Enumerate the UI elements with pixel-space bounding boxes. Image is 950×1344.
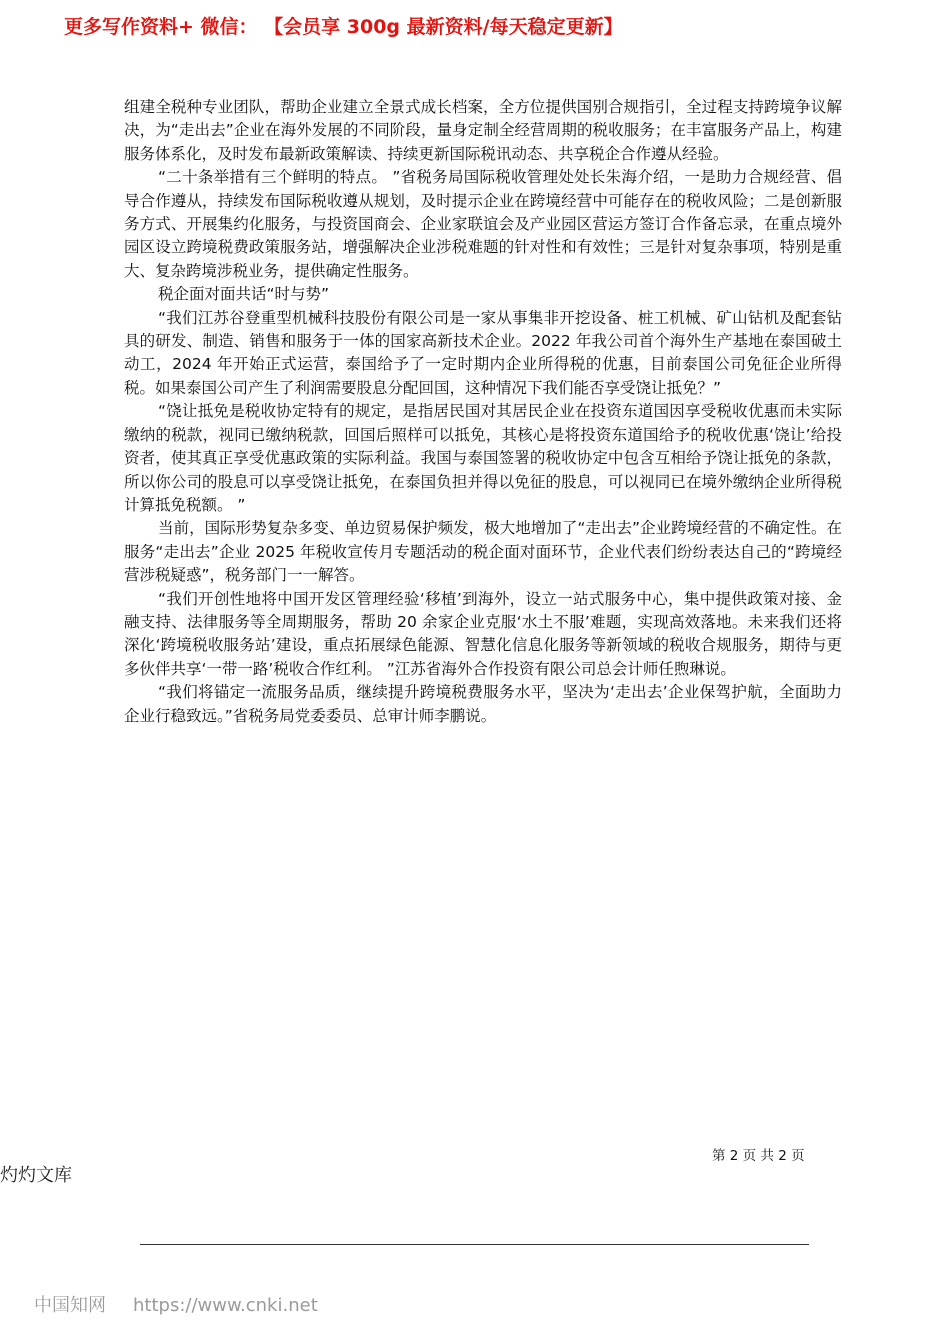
paragraph: “我们江苏谷登重型机械科技股份有限公司是一家从事集非开挖设备、桩工机械、矿山钻机及配套钻具的研发、制造、销售和服务于一体的国家高新技术企业。2022 年我公司首个海外生产基地在泰国破土动工，2024 年开始正式运营，泰国给予了一定时期内企业所得税的优惠，目前泰国公司免征企业所得税。如果泰国公司产生了利润需要股息分配回国，这种情况下我们能否享受饶让抵免？” xyxy=(124,308,842,397)
paragraph: “饶让抵免是税收协定特有的规定，是指居民国对其居民企业在投资东道国因享受税收优惠而未实际缴纳的税款，视同已缴纳税款，回国后照样可以抵免，其核心是将投资东道国给予的税收优惠‘饶让’给投资者，使其真正享受优惠政策的实际利益。我国与泰国签署的税收协定中包含互相给予饶让抵免的条款，所以你公司的股息可以享受饶让抵免，在泰国负担并得以免征的股息，可以视同已在境外缴纳企业所得税计算抵免税额。 ” xyxy=(124,402,842,514)
article-body xyxy=(124,96,842,728)
footer-brand: 中国知网 xyxy=(34,1295,106,1316)
paragraph: “我们开创性地将中国开发区管理经验‘移植’到海外，设立一站式服务中心，集中提供政策对接、金融支持、法律服务等全周期服务，帮助 20 余家企业克服‘水土不服’难题，实现高效落地。未来我们还将深化‘跨境税收服务站’建设，重点拓展绿色能源、智慧化信息化服务等新领域的税收合规服务，期待与更多伙伴共享‘一带一路’税收合作红利。 ”江苏省海外合作投资有限公司总会计师任煦琳说。 xyxy=(124,589,842,678)
section-heading: 税企面对面共话“时与势” xyxy=(158,285,330,304)
paragraph: “二十条举措有三个鲜明的特点。 ”省税务局国际税收管理处处长朱海介绍，一是助力合规经营、倡导合作遵从，持续发布国际税收遵从规划，及时提示企业在跨境经营中可能存在的税收风险；二是创新服务方式、开展集约化服务，与投资国商会、企业家联谊会及产业园区营运方签订合作备忘录，在重点境外园区设立跨境税费政策服务站，增强解决企业涉税难题的针对性和有效性；三是针对复杂事项，特别是重大、复杂跨境涉税业务，提供确定性服务。 xyxy=(124,168,842,280)
paragraph: 当前，国际形势复杂多变、单边贸易保护频发，极大地增加了“走出去”企业跨境经营的不确定性。在服务“走出去”企业 2025 年税收宣传月专题活动的税企面对面环节，企业代表们纷纷表达自己的“跨境经营涉税疑惑”，税务部门一一解答。 xyxy=(124,519,842,585)
footer-url-link[interactable]: https://www.cnki.net xyxy=(133,1295,318,1316)
paragraph: “我们将锚定一流服务品质，继续提升跨境税费服务水平，坚决为‘走出去’企业保驾护航，全面助力企业行稳致远。”省税务局党委委员、总审计师李鹏说。 xyxy=(124,683,842,725)
footer-divider xyxy=(140,1244,809,1245)
paragraph: 组建全税种专业团队，帮助企业建立全景式成长档案，全方位提供国别合规指引，全过程支持跨境争议解决，为“走出去”企业在海外发展的不同阶段，量身定制全经营周期的税收服务；在丰富服务产品上，构建服务体系化，及时发布最新政策解读、持续更新国际税讯动态、共享税企合作遵从经验。 xyxy=(124,98,842,163)
watermark-text: 灼灼文库 xyxy=(0,1165,72,1186)
page-number: 第 2 页 共 2 页 xyxy=(712,1148,805,1164)
promo-banner: 更多写作资料+ 微信： 【会员享 300g 最新资料/每天稳定更新】 xyxy=(64,16,623,38)
